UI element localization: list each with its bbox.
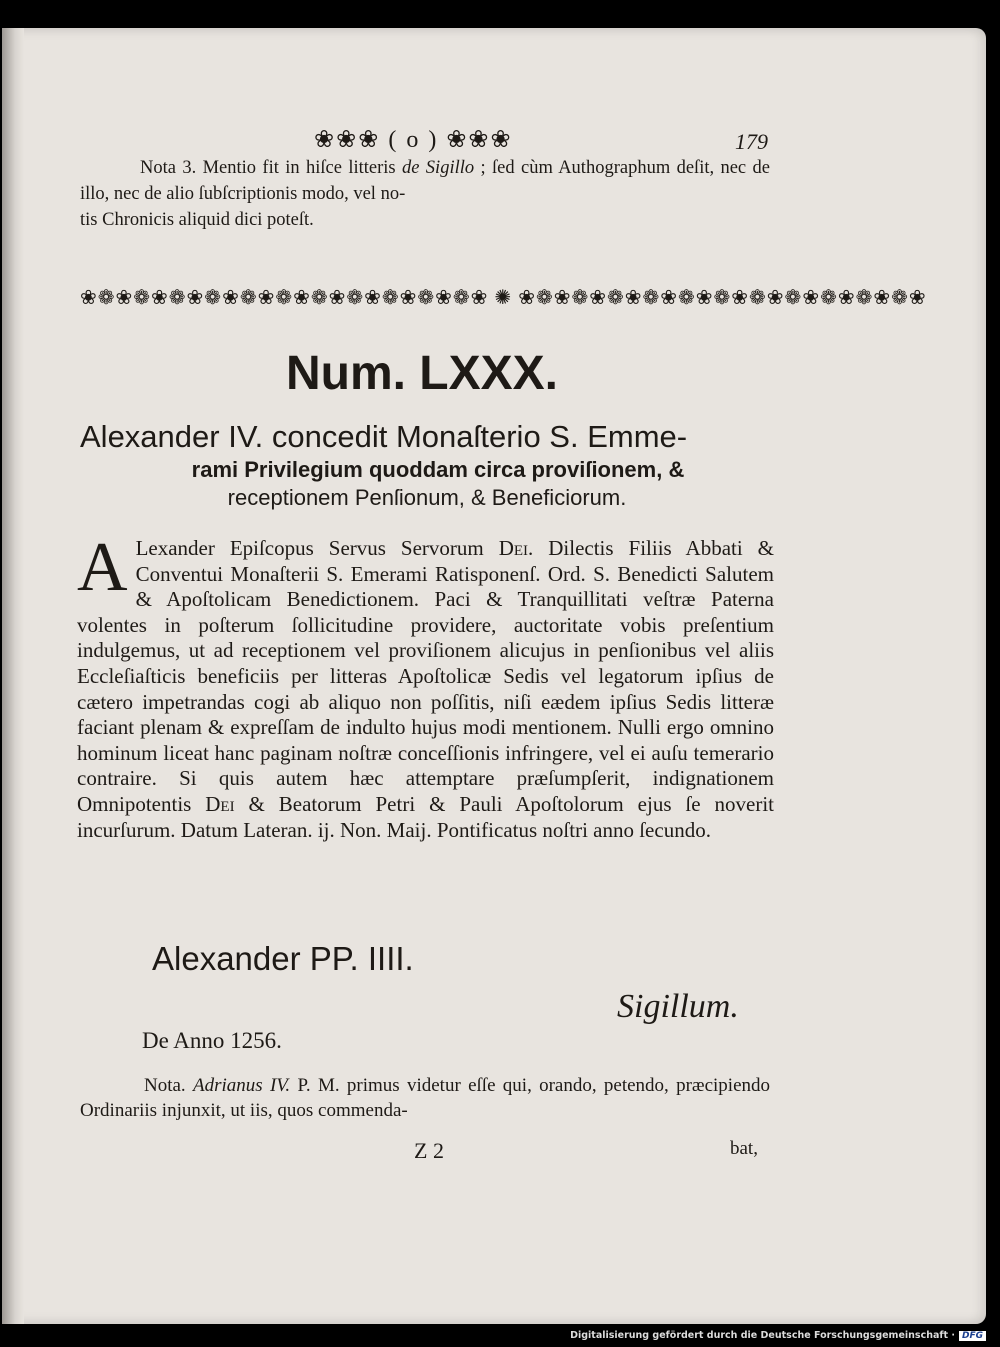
catchword: bat,: [730, 1138, 758, 1159]
note3-italic: de Sigillo: [401, 158, 475, 178]
papal-signature: Alexander PP. IIII.: [152, 940, 414, 977]
note-adrian: [80, 1073, 770, 1123]
year-line: De Anno 1256.: [142, 1028, 282, 1053]
funding-footer: [570, 1330, 986, 1341]
note3-rest: ; ſed cùm Authographum deſit, nec de illo, nec de alio ſubſcriptionis modo, vel no-: [80, 158, 770, 204]
body-part-2: . Dilectis Filiis Abbati & Conventui Monaſterii S. Emerami Ratisponenſ. Ord. S. Benedicti Salutem & Apoſtolicam Benedictionem. Paci & Tranquillitati veſtræ Paterna volentes in poſterum ſollicitudine providere, auctoritate vobis preſentium indulgemus, ut ad receptionem vel proviſionem alicujus in penſionibus vel aliis Eccleſiaſticis beneficiis per litteras Apoſtolicæ Sedis vel legatorum ipſius de cætero impetrandas cogi ab aliquo non poſſitis, niſi eædem ipſius Sedis litteræ faciant plenam & expreſſam de indulto hujus modi mentionem. Nulli ergo omnino hominum liceat hanc paginam noſtræ conceſſionis infringere, vel ei auſu temerario contraire. Si quis autem hæc attemptare præſumpſerit, indignationem Omnipotentis: [77, 536, 774, 816]
header-ornament: ❀❀❀ ( o ) ❀❀❀: [314, 127, 513, 153]
drop-cap: A: [77, 529, 128, 606]
nota2-italic: Adrianus IV.: [192, 1075, 291, 1096]
nota2-lead: Nota.: [144, 1075, 193, 1096]
separator-ornament: ❀❁❀❁❀❁❀❁❀❁❀❁❀❁❀❁❀❁❀❁❀❁❀ ✺ ❀❁❀❁❀❁❀❁❀❁❀❁❀❁❀❁❀❁❀❁❀❁❀: [80, 287, 927, 309]
note3-lead: Nota 3. Mentio fit in hiſce litteris: [140, 158, 402, 178]
charter-text: [77, 529, 774, 843]
body-part-3: & Beatorum Petri & Pauli Apoſtolorum ejus ſe noverit incurſurum. Datum Lateran. ij. Non. Maij. Pontificatus noſtri anno ſecundo.: [77, 791, 774, 842]
document-number: Num. LXXX.: [285, 347, 559, 400]
document-title: [80, 418, 774, 512]
page-gutter: [2, 28, 24, 1324]
page-number: 179: [735, 129, 768, 154]
dfg-logo: DFG: [959, 1331, 986, 1341]
body-first: Lexander Epiſcopus Servus Servorum: [135, 536, 499, 560]
nota2-rest: P. M. primus videtur eſſe qui, orando, petendo, præcipiendo Ordinariis injunxit, ut iis, quos commenda-: [80, 1075, 771, 1121]
title-line-3: receptionem Penſionum, & Beneficiorum.: [227, 485, 627, 510]
note-3: [80, 155, 770, 233]
sigillum: Sigillum.: [617, 988, 739, 1025]
footer-text: Digitalisierung gefördert durch die Deutsche Forschungsgemeinschaft ·: [570, 1330, 955, 1341]
title-line-2: rami Privilegium quoddam circa proviſionem, &: [191, 457, 685, 482]
book-page: [2, 28, 986, 1324]
body-dei-2: Dei: [205, 791, 235, 816]
signature-mark: Z 2: [414, 1138, 444, 1163]
title-line-1: Alexander IV. concedit Monaſterio S. Emme-: [80, 419, 688, 454]
note3-last-line: tis Chronicis aliquid dici poteſt.: [80, 210, 314, 230]
body-dei-1: Dei: [498, 536, 529, 560]
